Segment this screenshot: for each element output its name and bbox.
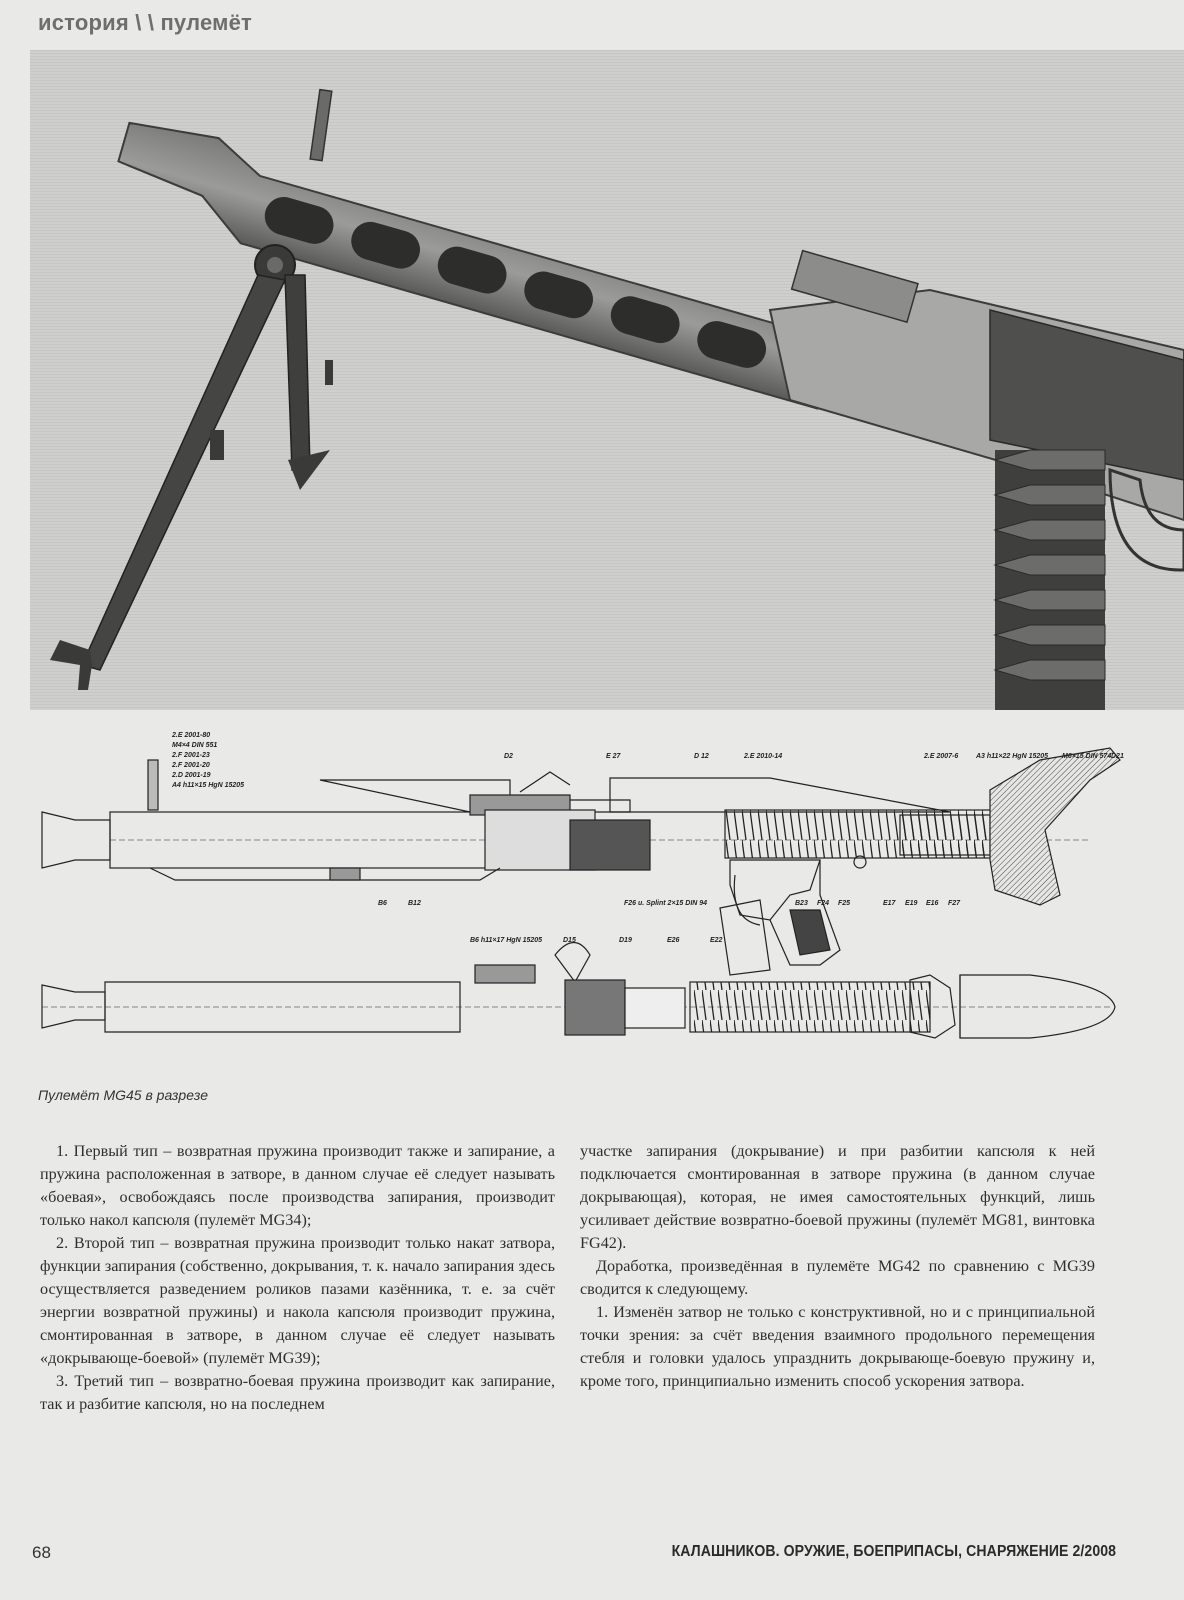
left-text-column (40, 1140, 555, 1416)
svg-text:2.F 2001-23: 2.F 2001-23 (172, 752, 210, 759)
svg-text:B6 h11×17 HgN 15205: B6 h11×17 HgN 15205 (470, 937, 543, 944)
svg-text:D 12: D 12 (694, 753, 709, 760)
upper-labels-top (504, 753, 1124, 760)
svg-text:M6×15 DIN 574: M6×15 DIN 574 (1062, 753, 1112, 760)
svg-text:F24: F24 (817, 900, 830, 907)
figure-caption: Пулемёт MG45 в разрезе (38, 1087, 208, 1103)
svg-text:2.E 2010-14: 2.E 2010-14 (744, 753, 783, 760)
section-header: история \ \ пулемёт (38, 10, 252, 35)
svg-text:2.E 2001-80: 2.E 2001-80 (172, 732, 211, 739)
svg-text:E16: E16 (926, 900, 939, 907)
svg-text:B12: B12 (408, 900, 421, 907)
svg-text:A3 h11×22 HgN 15205: A3 h11×22 HgN 15205 (976, 753, 1049, 760)
svg-text:E 27: E 27 (606, 753, 621, 760)
svg-text:D15: D15 (563, 937, 576, 944)
svg-text:2.F 2001-20: 2.F 2001-20 (172, 762, 210, 769)
svg-text:D21: D21 (1111, 753, 1124, 760)
svg-text:F25: F25 (838, 900, 851, 907)
upper-drawing (42, 748, 1120, 965)
svg-text:D19: D19 (619, 937, 632, 944)
paragraph: 3. Третий тип – возвратно-боевая пружина производит как запирание, так и разбитие капсюля, но на последнем (40, 1372, 555, 1413)
ammo-belt (995, 450, 1105, 710)
svg-text:E17: E17 (883, 900, 896, 907)
lower-labels (470, 937, 723, 944)
svg-text:D2: D2 (504, 753, 513, 760)
svg-text:B23: B23 (795, 900, 808, 907)
cross-section-drawings (30, 720, 1184, 1080)
svg-text:E19: E19 (905, 900, 918, 907)
upper-labels-bottom (378, 900, 961, 907)
machine-gun-photo (30, 50, 1184, 710)
svg-text:F27: F27 (948, 900, 961, 907)
paragraph: 1. Изменён затвор не только с конструктивной, но и с принципиальной точки зрения: за счёт введения взаимного продольного перемещения стебля и головки удалось упразднить докрывающе-боевую пружину и, кроме того, принципиально изменить способ ускорения затвора. (580, 1303, 1095, 1390)
svg-text:2.D 2001-19: 2.D 2001-19 (172, 772, 211, 779)
svg-text:2.E 2007-6: 2.E 2007-6 (924, 753, 959, 760)
upper-labels-rear-sight (171, 732, 244, 789)
paragraph: участке запирания (докрывание) и при разбитии капсюля к ней подключается смонтированная в затворе пружина (в данном случае докрывающая), которая, не имея самостоятельных функций, лишь усиливает действие возвратно-боевой пружины (пулемёт MG81, винтовка FG42). (580, 1142, 1095, 1252)
lower-drawing (42, 900, 1115, 1038)
svg-text:A4 h11×15 HgN 15205: A4 h11×15 HgN 15205 (172, 782, 245, 789)
svg-text:B6: B6 (378, 900, 387, 907)
paragraph: Доработка, произведённая в пулемёте MG42 по сравнению с MG39 сводится к следующему. (580, 1257, 1095, 1298)
magazine-title: КАЛАШНИКОВ. ОРУЖИЕ, БОЕПРИПАСЫ, СНАРЯЖЕНИЕ 2/2008 (671, 1543, 1116, 1560)
svg-text:E26: E26 (667, 937, 680, 944)
page-number: 68 (32, 1543, 51, 1562)
right-text-column (580, 1140, 1095, 1393)
paragraph: 1. Первый тип – возвратная пружина производит также и запирание, а пружина расположенная в затворе, в данном случае её следует называть «боевая», освобождаясь после производства запирания, производит только накол капсюля (пулемёт MG34); (40, 1142, 555, 1229)
svg-text:E22: E22 (710, 937, 723, 944)
svg-text:F26 u. Splint 2×15 DIN 94: F26 u. Splint 2×15 DIN 94 (624, 900, 708, 907)
paragraph: 2. Второй тип – возвратная пружина производит только накат затвора, функции запирания (собственно, докрывания, т. к. начало запирания здесь осуществляется разведением роликов пазами казённика, т. е. за счёт энергии возвратной пружины) и накола капсюля производит пружина, смонтированная в затворе, в данном случае её следует называть «докрывающе-боевой» (пулемёт MG39); (40, 1234, 555, 1367)
svg-text:M4×4 DIN 551: M4×4 DIN 551 (172, 742, 218, 749)
